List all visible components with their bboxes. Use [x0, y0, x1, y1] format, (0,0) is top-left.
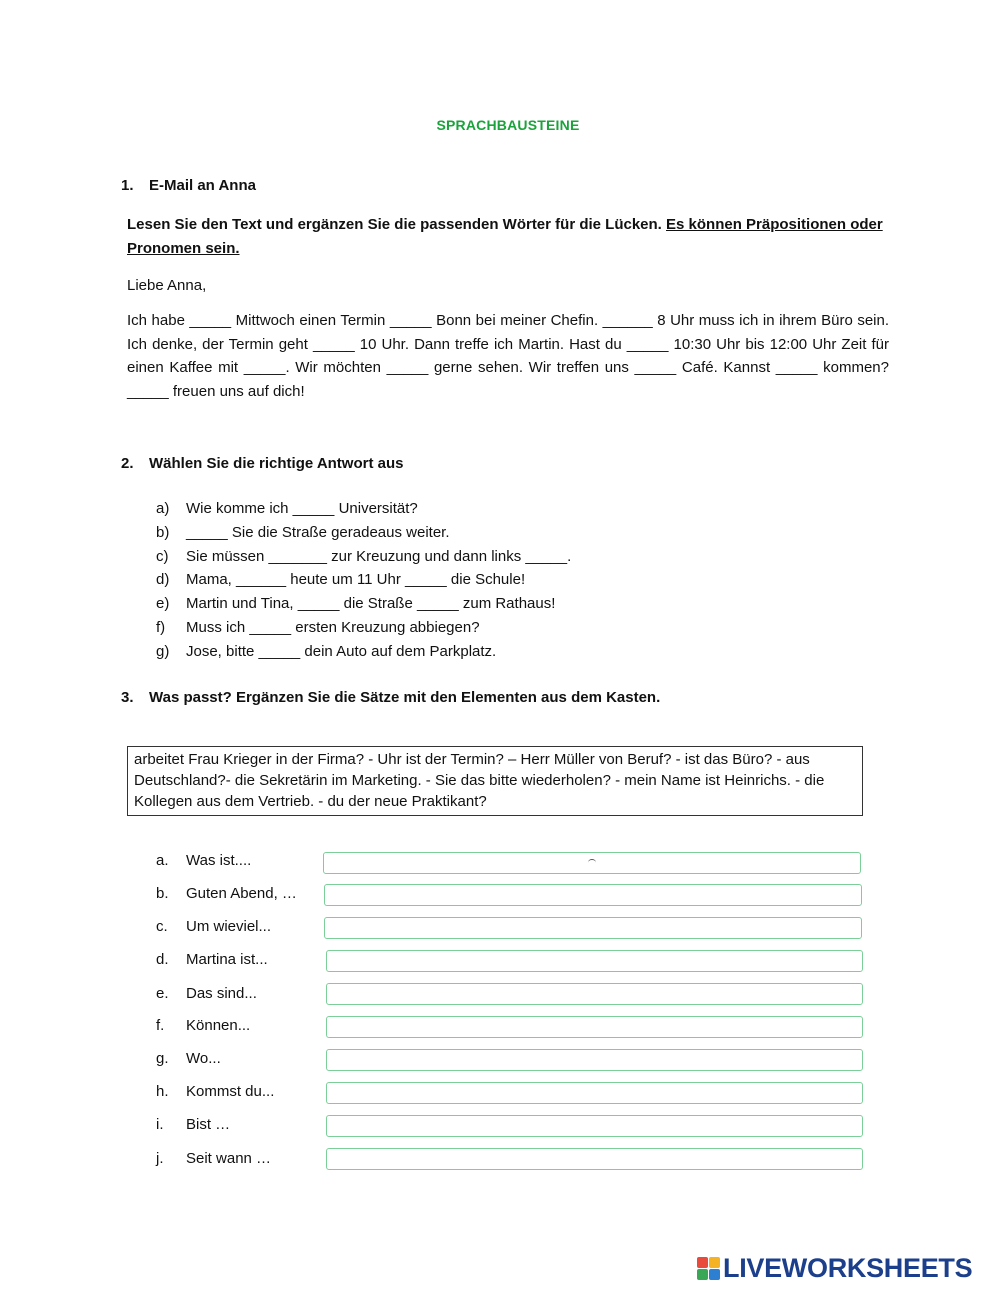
- prompt-text: Guten Abend, …: [186, 885, 297, 902]
- prompt-f: [156, 1017, 250, 1034]
- item-text: Muss ich _____ ersten Kreuzung abbiegen?: [186, 618, 480, 636]
- answer-field-g[interactable]: [326, 1049, 863, 1071]
- logo-block: [709, 1257, 720, 1268]
- item-letter: g): [156, 642, 170, 660]
- prompt-c: [156, 918, 271, 935]
- item-letter: e): [156, 595, 170, 613]
- answer-field-j[interactable]: [326, 1148, 863, 1170]
- prompt-text: Was ist....: [186, 852, 252, 869]
- list-item: [156, 521, 571, 545]
- list-item: [156, 545, 571, 569]
- answer-field-a[interactable]: [323, 852, 861, 874]
- section-1-title: E-Mail an Anna: [149, 177, 256, 194]
- prompt-text: Bist …: [186, 1116, 231, 1133]
- email-body-text: Ich habe _____ Mittwoch einen Termin _____ Bonn bei meiner Chefin. ______ 8 Uhr muss ich in ihrem Büro sein. Ich denke, der Termin geht _____ 10 Uhr. Dann treffe ich Martin. Hast du _____ 10:30 Uhr bis 12:00 Uhr Zeit für einen Kaffee mit _____. Wir möchten _____ gerne sehen. Wir treffen uns _____ Café. Kannst _____ kommen? _____ freuen uns auf dich!: [127, 312, 889, 400]
- prompt-letter: e.: [156, 985, 169, 1002]
- prompt-letter: c.: [156, 918, 168, 935]
- prompt-letter: d.: [156, 951, 169, 968]
- prompt-letter: f.: [156, 1017, 165, 1034]
- item-text: Sie müssen _______ zur Kreuzung und dann links _____.: [186, 547, 572, 565]
- answer-field-h[interactable]: [326, 1082, 863, 1104]
- prompt-text: Wo...: [186, 1050, 221, 1067]
- item-letter: f): [156, 618, 166, 636]
- logo-block: [697, 1269, 708, 1280]
- list-item: [156, 497, 571, 521]
- word-bank-box: arbeitet Frau Krieger in der Firma? - Uhr ist der Termin? – Herr Müller von Beruf? - ist das Büro? - aus Deutschland?- die Sekretärin im Marketing. - Sie das bitte wiederholen? - mein Name ist Heinrichs. - die Kollegen aus dem Vertrieb. - du der neue Praktikant?: [127, 746, 863, 816]
- logo-block: [709, 1269, 720, 1280]
- item-text: Mama, ______ heute um 11 Uhr _____ die Schule!: [186, 571, 526, 589]
- prompt-b: [156, 885, 297, 902]
- prompt-text: Können...: [186, 1017, 251, 1034]
- caret-icon: [588, 859, 596, 866]
- list-item: [156, 640, 571, 664]
- instruction-bold-text: Lesen Sie den Text und ergänzen Sie die passenden Wörter für die Lücken.: [127, 216, 662, 233]
- logo-block: [697, 1257, 708, 1268]
- prompt-e: [156, 985, 257, 1002]
- prompt-text: Das sind...: [186, 985, 257, 1002]
- section-2-question-list: [156, 497, 571, 664]
- prompt-j: [156, 1150, 271, 1167]
- prompt-i: [156, 1116, 230, 1133]
- prompt-letter: j.: [156, 1150, 164, 1167]
- item-letter: c): [156, 547, 169, 565]
- email-greeting: Liebe Anna,: [127, 277, 207, 294]
- answer-field-d[interactable]: [326, 950, 863, 972]
- prompt-letter: a.: [156, 852, 169, 869]
- prompt-letter: h.: [156, 1083, 169, 1100]
- item-text: _____ Sie die Straße geradeaus weiter.: [186, 523, 450, 541]
- prompt-d: [156, 951, 268, 968]
- section-1-number: 1.: [121, 177, 134, 194]
- answer-field-e[interactable]: [326, 983, 863, 1005]
- prompt-h: [156, 1083, 274, 1100]
- answer-field-f[interactable]: [326, 1016, 863, 1038]
- prompt-letter: i.: [156, 1116, 164, 1133]
- item-letter: a): [156, 500, 170, 517]
- section-1-instruction: [127, 213, 887, 260]
- prompt-g: [156, 1050, 221, 1067]
- answer-field-b[interactable]: [324, 884, 862, 906]
- liveworksheets-logo: [697, 1250, 972, 1286]
- item-text: Martin und Tina, _____ die Straße _____ zum Rathaus!: [186, 595, 556, 613]
- section-2-number: 2.: [121, 455, 134, 472]
- item-text: Jose, bitte _____ dein Auto auf dem Parkplatz.: [186, 642, 497, 660]
- item-letter: b): [156, 523, 170, 541]
- prompt-text: Martina ist...: [186, 951, 268, 968]
- list-item: [156, 568, 571, 592]
- section-1-heading: [121, 177, 256, 194]
- prompt-text: Um wieviel...: [186, 918, 272, 935]
- prompt-letter: g.: [156, 1050, 169, 1067]
- prompt-a: [156, 852, 251, 869]
- prompt-text: Seit wann …: [186, 1150, 272, 1167]
- prompt-letter: b.: [156, 885, 169, 902]
- section-2-title: Wählen Sie die richtige Antwort aus: [149, 455, 404, 472]
- prompt-text: Kommst du...: [186, 1083, 275, 1100]
- list-item: [156, 592, 571, 616]
- logo-text: LIVEWORKSHEETS: [723, 1252, 973, 1283]
- section-3-heading: [121, 689, 660, 706]
- instruction-underlined-text: Es können Präpositionen oder Pronomen sein.: [127, 216, 883, 257]
- item-text: Wie komme ich _____ Universität?: [186, 500, 418, 517]
- section-3-title: Was passt? Ergänzen Sie die Sätze mit den Elementen aus dem Kasten.: [149, 689, 661, 706]
- page-title: SPRACHBAUSTEINE: [436, 117, 580, 133]
- list-item: [156, 616, 571, 640]
- section-2-heading: [121, 455, 403, 472]
- answer-field-c[interactable]: [324, 917, 862, 939]
- answer-field-i[interactable]: [326, 1115, 863, 1137]
- logo-blocks-icon: [697, 1257, 720, 1280]
- item-letter: d): [156, 571, 170, 589]
- section-3-number: 3.: [121, 689, 134, 706]
